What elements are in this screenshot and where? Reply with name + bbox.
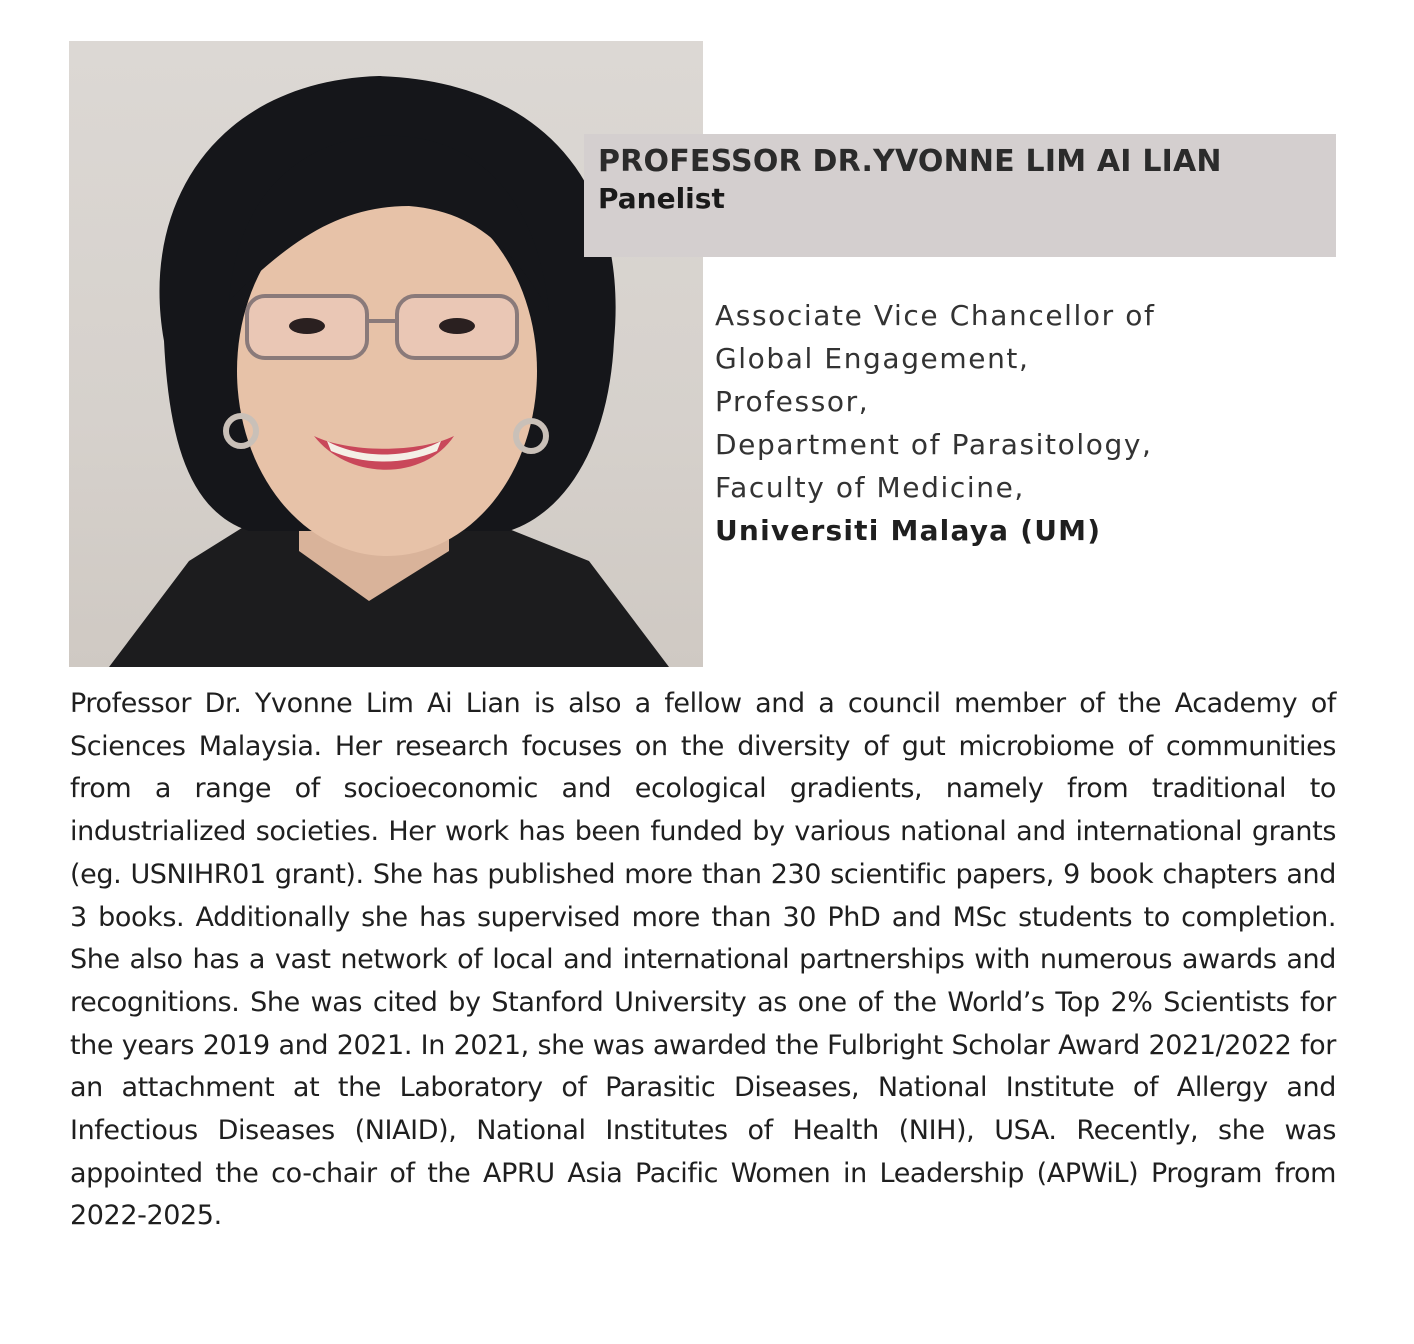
affiliation-institution: Universiti Malaya (UM) xyxy=(715,514,1102,547)
affiliation-line: Associate Vice Chancellor of xyxy=(715,299,1156,332)
name-banner xyxy=(584,134,1336,257)
affiliation-block xyxy=(715,294,1335,552)
speaker-role: Panelist xyxy=(598,182,725,215)
affiliation-line: Faculty of Medicine, xyxy=(715,471,1025,504)
affiliation-line: Global Engagement, xyxy=(715,342,1030,375)
speaker-name: PROFESSOR DR.YVONNE LIM AI LIAN xyxy=(598,144,1222,179)
affiliation-line: Professor, xyxy=(715,385,870,418)
speaker-bio: Professor Dr. Yvonne Lim Ai Lian is also a fellow and a council member of the Academy of Sciences Malaysia. Her research focuses on the diversity of gut microbiome of communities from a range of socioeconomic and ecological gradients, namely from traditional to industrialized societies. Her work has been funded by various national and international grants (eg. USNIHR01 grant). She has published more than 230 scientific papers, 9 book chapters and 3 books. Additionally she has supervised more than 30 PhD and MSc students to completion. She also has a vast network of local and international partnerships with numerous awards and recognitions. She was cited by Stanford University as one of the World’s Top 2% Scientists for the years 2019 and 2021. In 2021, she was awarded the Fulbright Scholar Award 2021/2022 for an attachment at the Laboratory of Parasitic Diseases, National Institute of Allergy and Infectious Diseases (NIAID), National Institutes of Health (NIH), USA. Recently, she was appointed the co-chair of the APRU Asia Pacific Women in Leadership (APWiL) Program from 2022-2025. xyxy=(70,688,1336,1232)
affiliation-line: Department of Parasitology, xyxy=(715,428,1153,461)
